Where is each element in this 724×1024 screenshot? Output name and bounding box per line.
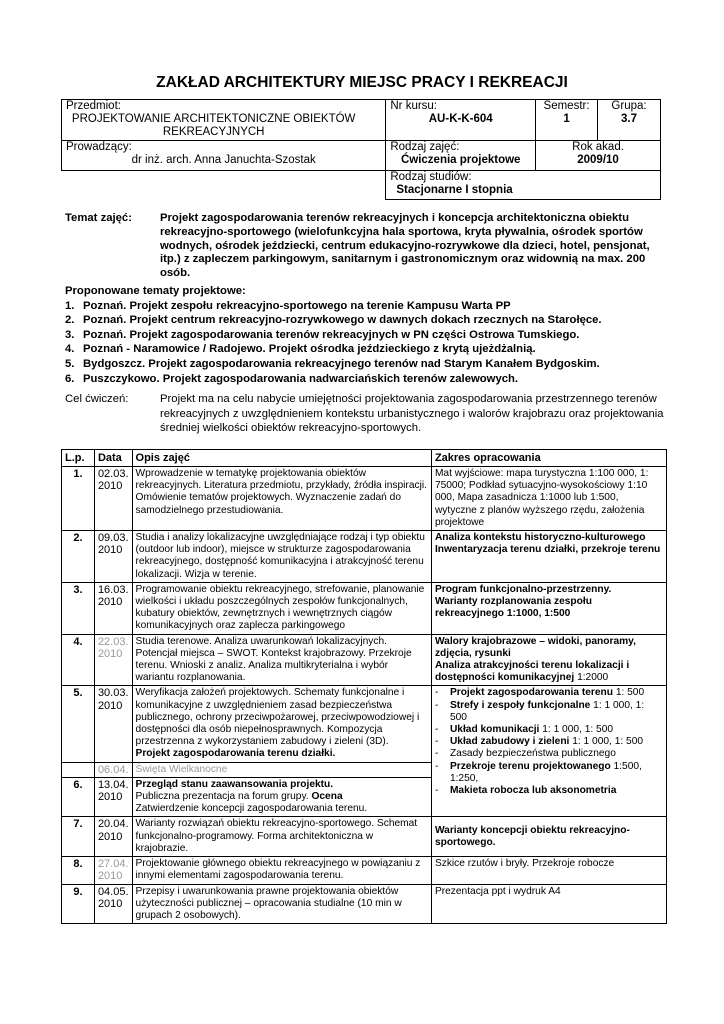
group-value: 3.7 <box>621 113 638 125</box>
row-description <box>132 686 431 762</box>
row-number: 8. <box>62 857 95 884</box>
goal-text: Projekt ma na celu nabycie umiejętności projektowania zagospodarowania przestrzennego terenów rekreacyjnych z uwzględnieniem kontekstu urbanistycznego i walorów krajobrazu oraz projektowania średniej wielkości obiektów rekreacyjno-sportowych. <box>160 393 664 434</box>
table-row <box>62 857 667 884</box>
proposals-section <box>65 284 685 386</box>
table-row <box>62 634 667 686</box>
row-number <box>62 762 95 777</box>
proposal-text: Poznań. Projekt centrum rekreacyjno-rozrywkowego w dawnych dokach rzecznych na Starołęce. <box>83 314 602 327</box>
row-number: 1. <box>62 467 95 531</box>
row-date: 06.04. <box>94 762 132 777</box>
proposal-text: Bydgoszcz. Projekt zagospodarowania rekreacyjnego terenów nad Starym Kanałem Bydgoskim. <box>83 357 600 370</box>
table-row <box>62 817 667 857</box>
proposal-item <box>65 299 685 314</box>
proposal-item <box>65 342 685 357</box>
topic-section <box>65 212 665 281</box>
item-text: 1: 1 000, 1: 500 <box>539 724 614 736</box>
proposals-list <box>65 299 685 387</box>
list-item <box>435 724 663 736</box>
row-date: 20.04. 2010 <box>94 817 132 857</box>
semester-cell <box>536 100 598 141</box>
list-item <box>435 700 663 724</box>
proposal-text: Poznań - Naramowice / Radojewo. Projekt ośrodka jeździeckiego z krytą ujeżdżalnią. <box>83 343 536 356</box>
row-date: 30.03. 2010 <box>94 686 132 762</box>
proposal-number: 1. <box>65 299 75 312</box>
proposal-text: Poznań. Projekt zespołu rekreacyjno-sportowego na terenie Kampusu Warta PP <box>83 299 511 312</box>
header-scope: Zakres opracowania <box>431 450 666 467</box>
topic-text: Projekt zagospodarowania terenów rekreacyjnych i koncepcja architektoniczna obiektu rekreacyjno-sportowego (wielofunkcyjna hala sportowa, kryta pływalnia, ośrodek sportów wodnych, ośrodek jeździecki, centrum edukacyjno-rozrywkowe dla dzieci, hotel, pensjonat, itp.) z zapleczem parkingowym, sanitarnym i gastronomicznym oraz widownią na max. 200 osób. <box>160 212 650 280</box>
year-cell <box>536 141 661 171</box>
course-value: AU-K-K-604 <box>428 113 493 125</box>
row-date: 04.05. 2010 <box>94 884 132 924</box>
row-scope-list <box>431 686 666 817</box>
empty-cell <box>62 171 386 200</box>
course-cell <box>386 100 536 141</box>
proposal-text: Puszczykowo. Projekt zagospodarowania nadwarciańskich terenów zalewowych. <box>83 372 519 385</box>
row-description: Programowanie obiektu rekreacyjnego, strefowanie, planowanie wielkości i układu poszczególnych zespołów funkcjonalnych, kubatury obiektów, zewnętrznych i wewnętrznych ciągów komunikacyjnych oraz zaplecza parkingowego <box>132 582 431 634</box>
proposal-item <box>65 328 685 343</box>
proposal-number: 3. <box>65 328 75 341</box>
item-text: 1: 500 <box>612 687 645 699</box>
study-type-value: Stacjonarne I stopnia <box>396 184 513 196</box>
row-scope: Szkice rzutów i bryły. Przekroje robocze <box>431 857 666 884</box>
scope-line: Walory krajobrazowe – widoki, panoramy, zdjęcia, rysunki <box>434 635 636 659</box>
schedule-table <box>61 449 667 924</box>
scale-text: 1:2000 <box>577 672 609 684</box>
row-date: 27.04. 2010 <box>94 857 132 884</box>
item-text: 1:500, 1:250, <box>449 760 642 784</box>
row-scope <box>431 531 666 583</box>
proposal-item <box>65 372 685 387</box>
goal-section <box>65 392 665 436</box>
list-item <box>435 736 663 748</box>
goal-label: Cel ćwiczeń: <box>65 393 129 405</box>
semester-label: Semestr: <box>543 100 590 112</box>
row-number: 7. <box>62 817 95 857</box>
header-date: Data <box>94 450 132 467</box>
year-label: Rok akad. <box>572 141 624 153</box>
row-scope: Prezentacja ppt i wydruk A4 <box>431 884 666 924</box>
item-text: 1: 1 000, 1: 500 <box>569 736 644 748</box>
page-title: ZAKŁAD ARCHITEKTURY MIEJSC PRACY I REKREACJI <box>156 74 568 91</box>
row-description: Przepisy i uwarunkowania prawne projektowania obiektów użyteczności publicznej – opracowania studialne (10 min w grupach 2 osobowych). <box>132 884 431 924</box>
row-date: 02.03. 2010 <box>94 467 132 531</box>
table-row <box>62 884 667 924</box>
scope-line: Program funkcjonalno-przestrzenny. <box>434 583 612 595</box>
description-bold: Przegląd stanu zaawansowania projektu. <box>135 778 334 790</box>
row-scope <box>431 634 666 686</box>
row-number: 4. <box>62 634 95 686</box>
item-bold: Układ komunikacji <box>449 724 540 736</box>
description-text: Zatwierdzenie koncepcji zagospodarowania terenu. <box>135 803 368 815</box>
study-type-cell <box>386 171 661 200</box>
group-cell <box>598 100 661 141</box>
description-text: Publiczna prezentacja na forum grupy. <box>135 791 309 803</box>
course-header-table <box>61 99 661 200</box>
topic-label: Temat zajęć: <box>65 212 132 224</box>
scope-line: Inwentaryzacja terenu działki, przekroje terenu <box>434 544 661 556</box>
proposal-item <box>65 313 685 328</box>
proposal-number: 5. <box>65 357 75 370</box>
list-item <box>435 748 663 760</box>
class-type-value: Ćwiczenia projektowe <box>400 154 521 166</box>
list-item <box>435 761 663 785</box>
semester-value: 1 <box>563 113 570 125</box>
row-description: Studia terenowe. Analiza uwarunkowań lokalizacyjnych. Potencjał miejsca – SWOT. Kontekst krajobrazowy. Przekroje terenu. Wnioski z analiz. Analiza multikryterialna i wybór wariantu rozplanowania. <box>132 634 431 686</box>
proposal-number: 4. <box>65 343 75 356</box>
item-bold: Projekt zagospodarowania terenu <box>449 687 613 699</box>
row-date: 13.04. 2010 <box>94 777 132 817</box>
item-bold: Strefy i zespoły funkcjonalne <box>449 699 591 711</box>
description-bold: Ocena <box>311 791 343 803</box>
course-label: Nr kursu: <box>390 100 438 112</box>
table-row <box>62 467 667 531</box>
table-row <box>62 582 667 634</box>
row-description: Projektowanie głównego obiektu rekreacyjnego w powiązaniu z innymi elementami zagospodarowania terenu. <box>132 857 431 884</box>
proposals-heading: Proponowane tematy projektowe: <box>65 285 246 297</box>
row-description: Wprowadzenie w tematykę projektowania obiektów rekreacyjnych. Literatura przedmiotu, przykłady, źródła inspiracji. Omówienie tematów projektowych. Wyznaczenie zadań do samodzielnego przestudiowania. <box>132 467 431 531</box>
description-bold: Projekt zagospodarowania terenu działki. <box>135 748 336 760</box>
list-item <box>435 785 663 797</box>
row-number: 5. <box>62 686 95 762</box>
scope-line: Analiza kontekstu historyczno-kulturowego <box>434 532 646 544</box>
study-type-label: Rodzaj studiów: <box>390 171 472 183</box>
list-item <box>435 687 663 699</box>
item-text: Zasady bezpieczeństwa publicznego <box>449 748 616 760</box>
row-description: Studia i analizy lokalizacyjne uwzględniające rodzaj i typ obiektu (outdoor lub indoor), miejsce w strukturze zagospodarowania rekreacyjnego, dostępność komunikacyjna i atrakcyjność terenu lokalizacji. Wizja w terenie. <box>132 531 431 583</box>
scope-list <box>435 687 663 797</box>
item-text: 1: 1 000, 1: 500 <box>449 699 645 723</box>
row-scope <box>431 582 666 634</box>
lecturer-value: dr inż. arch. Anna Januchta-Szostak <box>131 154 316 166</box>
proposal-item <box>65 357 685 372</box>
row-date: 16.03. 2010 <box>94 582 132 634</box>
group-label: Grupa: <box>611 100 647 112</box>
row-number: 2. <box>62 531 95 583</box>
scope-line: Warianty rozplanowania zespołu rekreacyjnego 1:1000, 1:500 <box>434 596 592 620</box>
scope-line: Analiza atrakcyjności terenu lokalizacji i dostępności komunikacyjnej <box>434 660 630 684</box>
row-description <box>132 777 431 817</box>
row-number: 6. <box>62 777 95 817</box>
row-date: 22.03. 2010 <box>94 634 132 686</box>
proposal-number: 6. <box>65 372 75 385</box>
lecturer-label: Prowadzący: <box>66 141 132 153</box>
year-value: 2009/10 <box>577 154 619 166</box>
row-description: Warianty rozwiązań obiektu rekreacyjno-sportowego. Schemat funkcjonalno-programowy. Forma architektoniczna w krajobrazie. <box>132 817 431 857</box>
row-scope: Warianty koncepcji obiektu rekreacyjno-sportowego. <box>431 817 666 857</box>
subject-cell <box>62 100 386 141</box>
proposal-number: 2. <box>65 314 75 327</box>
row-number: 3. <box>62 582 95 634</box>
row-scope: Mat wyjściowe: mapa turystyczna 1:100 000, 1: 75000; Podkład sytuacyjno-wysokościowy 1:10 000, Mapa zasadnicza 1:1000 lub 1:500, wytyczne z planów wyższego rzędu, założenia projektowe <box>431 467 666 531</box>
header-description: Opis zajęć <box>132 450 431 467</box>
item-bold: Przekroje terenu projektowanego <box>449 760 611 772</box>
subject-label: Przedmiot: <box>66 100 121 112</box>
class-type-label: Rodzaj zajęć: <box>390 141 460 153</box>
item-bold: Makieta robocza lub aksonometria <box>449 785 617 797</box>
table-row <box>62 531 667 583</box>
table-row <box>62 686 667 762</box>
header-lp: L.p. <box>62 450 95 467</box>
row-number: 9. <box>62 884 95 924</box>
row-date: 09.03. 2010 <box>94 531 132 583</box>
description-text: Weryfikacja założeń projektowych. Schematy funkcjonalne i komunikacyjne z uwzględnieniem zasad bezpieczeństwa publicznego, ochrony przeciwpożarowej, przeciwpowodziowej i dostępności dla osób niepełnosprawnych. Kompozycja przestrzenna z wykorzystaniem zabudowy i zieleni (3D). <box>135 687 420 748</box>
lecturer-cell <box>62 141 386 171</box>
proposal-text: Poznań. Projekt zagospodarowania terenów rekreacyjnych w PN części Ostrowa Tumskiego. <box>83 328 580 341</box>
row-description: Święta Wielkanocne <box>132 762 431 777</box>
item-bold: Układ zabudowy i zieleni <box>449 736 570 748</box>
subject-value: PROJEKTOWANIE ARCHITEKTONICZNE OBIEKTÓW REKREACYJNYCH <box>71 113 356 138</box>
class-type-cell <box>386 141 536 171</box>
